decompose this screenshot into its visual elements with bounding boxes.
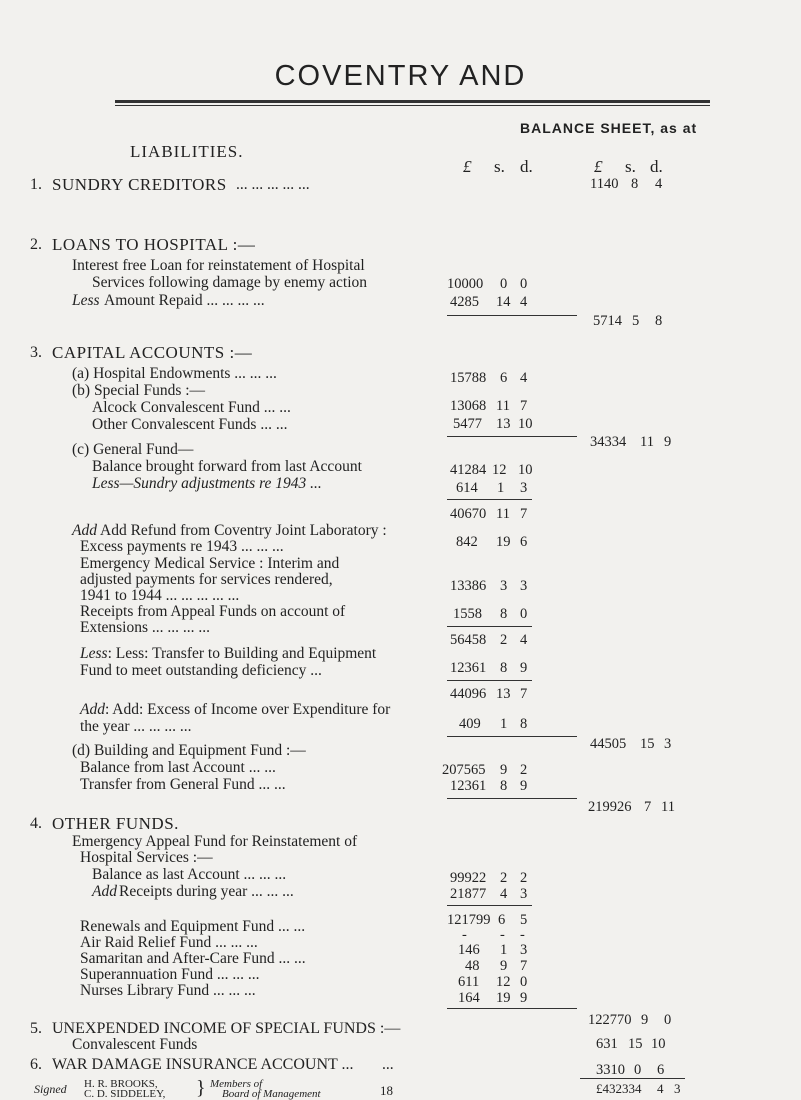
s4-line2: Hospital Services :— [80,849,213,866]
s3-c2-pence: 3 [520,480,528,496]
s3-add3-pounds: 1558 [453,606,482,622]
s3-add4-pounds: 409 [459,716,481,732]
s4-sub-pence: 5 [520,912,528,928]
s3-a-pence: 4 [520,370,528,386]
s3-add1-label: Add Add Refund from Coventry Joint Laboratory : [72,522,387,539]
s6-title: WAR DAMAGE INSURANCE ACCOUNT ... [52,1056,354,1073]
s4-r2-label: Air Raid Relief Fund ... ... ... [80,934,258,951]
s1-number: 1. [30,176,42,193]
s3-add2-label: Emergency Medical Service : Interim and [80,555,340,572]
s3-a-label: (a) Hospital Endowments ... ... ... [72,365,277,382]
s3-d-total-pounds: 219926 [588,799,632,815]
s4-r5-shillings: 19 [496,990,511,1006]
s3-sub2-pounds: 56458 [450,632,487,648]
s4-bal-shillings: 2 [500,870,508,886]
s3-b2-shillings: 13 [496,416,511,432]
s2-repaid-pounds: 4285 [450,294,479,310]
s3-add1-pence: 6 [520,534,528,550]
grand-total-pence: 3 [674,1081,681,1096]
header-rule [115,100,710,103]
s6-total-pence: 6 [657,1062,665,1078]
s3-less1-shillings: 8 [500,660,508,676]
s3-add4-text: Add: Excess of Income over Expenditure for [112,701,391,718]
s3-sub3-pounds: 44096 [450,686,487,702]
s6-total-shillings: 0 [634,1062,642,1078]
s3-b1-label: Alcock Convalescent Fund ... ... [92,399,291,416]
s3-add1b-label: Excess payments re 1943 ... ... ... [80,538,284,555]
page-number: 18 [380,1083,393,1098]
s5-total-pounds: 631 [596,1036,618,1052]
s3-add3-pence: 0 [520,606,528,622]
s3-add4-shillings: 1 [500,716,508,732]
s6-number: 6. [30,1056,42,1073]
signature-role1: Members of [210,1078,263,1090]
s3-d1-shillings: 9 [500,762,508,778]
s3-csub-pence: 7 [520,506,528,522]
grand-total-shillings: 4 [657,1081,664,1096]
s5-number: 5. [30,1020,42,1037]
s3-add4-label: Add: Add: Excess of Income over Expenditure for [80,701,391,718]
s2-title: LOANS TO HOSPITAL :— [52,235,256,254]
s3-less1-label: Less: Less: Transfer to Building and Equipment [80,645,377,662]
col2-pounds-header: £ [594,157,603,176]
s3-c-total-pence: 3 [664,736,672,752]
s4-r3-label: Samaritan and After-Care Fund ... ... [80,950,306,967]
s2-loan-shillings: 0 [500,276,508,292]
s2-loan-pounds: 10000 [447,276,484,292]
s4-bal-pence: 2 [520,870,528,886]
s1-dots: ... ... ... ... ... [236,176,310,193]
s4-r3-pounds: 48 [465,958,480,974]
s3-abc-total-pence: 9 [664,434,672,450]
s3-add1-text: Add Refund from Coventry Joint Laboratory : [100,522,387,539]
s4-r2-pence: 3 [520,942,528,958]
header-rule-thin [115,105,710,106]
s3-d-total-shillings: 7 [644,799,652,815]
s3-c1-pounds: 41284 [450,462,487,478]
s3-d2-label: Transfer from General Fund ... ... [80,776,286,793]
s3-add2-shillings: 3 [500,578,508,594]
signature-name1: H. R. BROOKS, [84,1078,158,1090]
s2-less-label: Less [72,292,100,309]
s3-add2c-label: 1941 to 1944 ... ... ... ... ... [80,587,240,604]
s3-rule-6 [447,798,577,799]
s3-b1-pounds: 13068 [450,398,487,414]
s4-line3: Balance as last Account ... ... ... [92,866,287,883]
s3-less1-pence: 9 [520,660,528,676]
s3-c-label: (c) General Fund— [72,441,194,458]
s3-sub3-pence: 7 [520,686,528,702]
s4-r1-pounds: - [462,927,467,943]
grand-total-rule [580,1078,685,1079]
s4-line4: Receipts during year ... ... ... [119,883,294,900]
s4-sub-pounds: 121799 [447,912,491,928]
s3-d1-pounds: 207565 [442,762,486,778]
liabilities-heading: LIABILITIES. [130,142,244,161]
s4-total-shillings: 9 [641,1012,649,1028]
s4-r1-pence: - [520,927,525,943]
s4-title: OTHER FUNDS. [52,814,179,833]
col1-pence-header: d. [520,157,533,176]
s4-number: 4. [30,815,42,832]
s3-a-pounds: 15788 [450,370,487,386]
s3-add2-pounds: 13386 [450,578,487,594]
s3-add3-shillings: 8 [500,606,508,622]
col2-shillings-header: s. [625,157,636,176]
s4-line1: Emergency Appeal Fund for Reinstatement of [72,833,358,850]
s4-r5-label: Nurses Library Fund ... ... ... [80,982,256,999]
s3-rule-2 [447,499,532,500]
s4-r5-pence: 9 [520,990,528,1006]
s3-add1-pounds: 842 [456,534,478,550]
s2-rule [447,315,577,316]
s6-total-pounds: 3310 [596,1062,625,1078]
s3-d1-label: Balance from last Account ... ... [80,759,276,776]
s3-sub3-shillings: 13 [496,686,511,702]
s2-total-pounds: 5714 [593,313,622,329]
s3-less1-pounds: 12361 [450,660,487,676]
s4-sub-shillings: 6 [498,912,506,928]
signature-role2: Board of Management [222,1088,321,1100]
s4-add-label: Add [92,883,117,900]
s4-total-pounds: 122770 [588,1012,632,1028]
s3-c2-pounds: 614 [456,480,478,496]
signature-signed: Signed [34,1082,67,1096]
s3-c1-pence: 10 [518,462,533,478]
s3-abc-total-shillings: 11 [640,434,654,450]
s4-rec-shillings: 4 [500,886,508,902]
s4-r2-pounds: 146 [458,942,480,958]
s3-csub-pounds: 40670 [450,506,487,522]
s3-a-shillings: 6 [500,370,508,386]
s3-csub-shillings: 11 [496,506,510,522]
s3-add3-label: Receipts from Appeal Funds on account of [80,603,346,620]
s4-r4-label: Superannuation Fund ... ... ... [80,966,260,983]
signature-brace: } [196,1077,206,1099]
s3-rule-1 [447,436,577,437]
s3-d2-pence: 9 [520,778,528,794]
s3-add3b-label: Extensions ... ... ... ... [80,619,211,636]
s4-r1-shillings: - [500,927,505,943]
s3-abc-total-pounds: 34334 [590,434,627,450]
s3-number: 3. [30,344,42,361]
s6-dots: ... [382,1056,394,1073]
s3-b2-label: Other Convalescent Funds ... ... [92,416,288,433]
balance-sheet-title: BALANCE SHEET, as at [520,120,698,136]
s1-total-shillings: 8 [631,176,639,192]
s1-title: SUNDRY CREDITORS [52,175,227,194]
s3-d1-pence: 2 [520,762,528,778]
s4-r2-shillings: 1 [500,942,508,958]
s3-add1-shillings: 19 [496,534,511,550]
s5-total-pence: 10 [651,1036,666,1052]
s3-add2b-label: adjusted payments for services rendered, [80,571,333,588]
s3-sub2-pence: 4 [520,632,528,648]
s3-rule-3 [447,626,532,627]
s5-title: UNEXPENDED INCOME OF SPECIAL FUNDS :— [52,1020,401,1037]
s2-line3: Amount Repaid ... ... ... ... [104,292,265,309]
col2-pence-header: d. [650,157,663,176]
s3-rule-4 [447,680,532,681]
s3-less1-text: Less: Transfer to Building and Equipment [115,645,377,662]
s3-d-label: (d) Building and Equipment Fund :— [72,742,306,759]
s2-loan-pence: 0 [520,276,528,292]
s4-rec-pence: 3 [520,886,528,902]
s3-add2-pence: 3 [520,578,528,594]
s3-d2-shillings: 8 [500,778,508,794]
s3-b1-shillings: 11 [496,398,510,414]
s4-bal-pounds: 99922 [450,870,487,886]
s1-total-pence: 4 [655,176,663,192]
s3-add4-pence: 8 [520,716,528,732]
s3-c-total-shillings: 15 [640,736,655,752]
s3-c2-shillings: 1 [497,480,505,496]
s3-title: CAPITAL ACCOUNTS :— [52,343,253,362]
s3-c2-label: Less—Sundry adjustments re 1943 ... [92,475,322,492]
s3-add4b-label: the year ... ... ... ... [80,718,192,735]
s3-rule-5 [447,736,577,737]
s4-r1-label: Renewals and Equipment Fund ... ... [80,918,306,935]
s2-total-pence: 8 [655,313,663,329]
grand-total-pounds: £432334 [596,1081,642,1096]
s5-line1: Convalescent Funds [72,1036,198,1053]
s4-r3-pence: 7 [520,958,528,974]
s3-c-total-pounds: 44505 [590,736,627,752]
s2-number: 2. [30,236,42,253]
s3-sub2-shillings: 2 [500,632,508,648]
s4-r4-pence: 0 [520,974,528,990]
s4-r3-shillings: 9 [500,958,508,974]
s3-less1b-label: Fund to meet outstanding deficiency ... [80,662,322,679]
s3-c1-label: Balance brought forward from last Account [92,458,362,475]
s4-rule-2 [447,1008,577,1009]
s2-total-shillings: 5 [632,313,640,329]
s4-r4-pounds: 611 [458,974,480,990]
s4-rule-1 [447,905,532,906]
s5-total-shillings: 15 [628,1036,643,1052]
s4-total-pence: 0 [664,1012,672,1028]
s3-b1-pence: 7 [520,398,528,414]
s4-rec-pounds: 21877 [450,886,487,902]
s2-line1: Interest free Loan for reinstatement of Hospital [72,257,365,274]
s3-b2-pence: 10 [518,416,533,432]
s3-b2-pounds: 5477 [453,416,482,432]
s1-total-pounds: 1140 [590,176,619,192]
col1-pounds-header: £ [463,157,472,176]
s2-line2: Services following damage by enemy action [92,274,368,291]
page-header: COVENTRY AND [274,60,527,92]
s2-repaid-pence: 4 [520,294,528,310]
s3-b-label: (b) Special Funds :— [72,382,206,399]
s4-r4-shillings: 12 [496,974,511,990]
s4-r5-pounds: 164 [458,990,480,1006]
s3-c1-shillings: 12 [492,462,507,478]
s3-d2-pounds: 12361 [450,778,487,794]
s3-d-total-pence: 11 [661,799,675,815]
s2-repaid-shillings: 14 [496,294,511,310]
col1-shillings-header: s. [494,157,505,176]
signature-name2: C. D. SIDDELEY, [84,1088,166,1100]
